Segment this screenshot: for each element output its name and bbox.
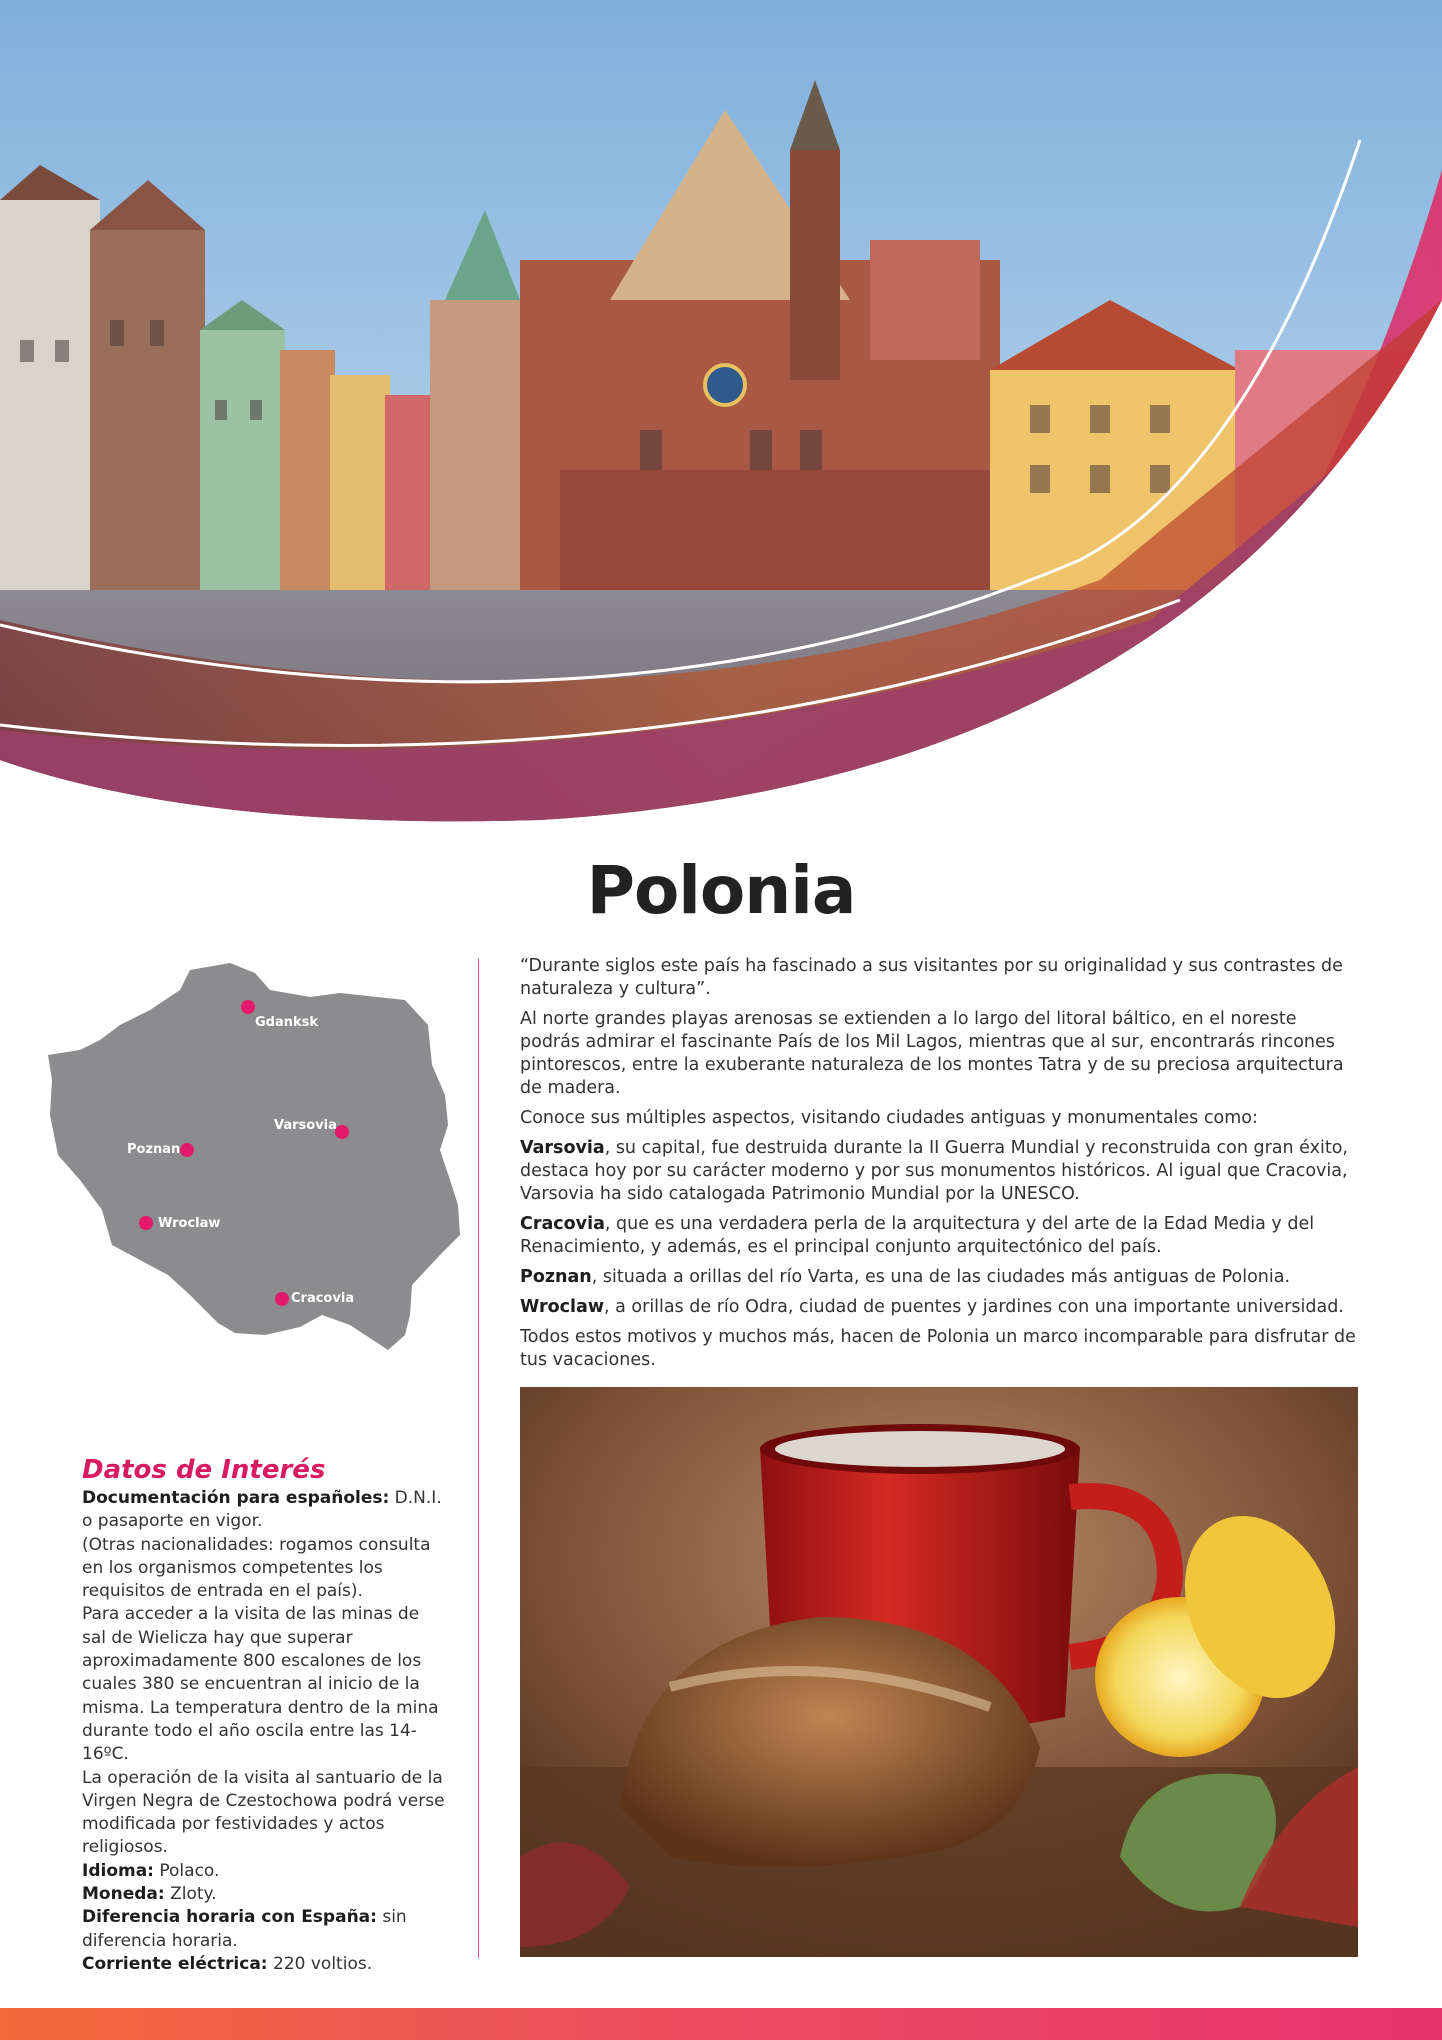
diferencia-horaria [82, 1906, 447, 1953]
city-varsovia: Varsovia [274, 1118, 337, 1133]
corriente-label: Corriente eléctrica: [82, 1953, 268, 1974]
datos-de-interes [82, 1455, 447, 1976]
hero-photo [0, 0, 1442, 830]
corriente-electrica [82, 1953, 447, 1976]
idioma [82, 1860, 447, 1883]
horario-label: Diferencia horaria con España: [82, 1907, 377, 1928]
wroclaw-dot [139, 1216, 153, 1230]
varsovia-paragraph [520, 1137, 1360, 1206]
santuario-czestochowa: La operación de la visita al santuario de la Virgen Negra de Czestochowa podrá verse modificada por festividades y actos religiosos. [82, 1767, 445, 1858]
city-gdansk: Gdanksk [255, 1015, 319, 1030]
documentacion-label: Documentación para españoles: [82, 1488, 390, 1508]
varsovia-dot [335, 1125, 349, 1139]
coffee-croissant-photo [520, 1387, 1358, 1957]
closing-paragraph: Todos estos motivos y muchos más, hacen de Polonia un marco incomparable para disfrutar de tus vacaciones. [520, 1327, 1356, 1370]
varsovia-name: Varsovia [520, 1138, 605, 1158]
poznan-paragraph [520, 1266, 1360, 1289]
cracovia-dot [275, 1292, 289, 1306]
intro-quote: “Durante siglos este país ha fascinado a sus visitantes por su originalidad y sus contrastes de naturaleza y cultura”. [520, 956, 1343, 999]
poznan-name: Poznan [520, 1267, 592, 1287]
vertical-divider [478, 958, 479, 1958]
moneda-value: Zloty. [164, 1884, 217, 1905]
city-cracovia: Cracovia [291, 1291, 355, 1306]
wroclaw-name: Wroclaw [520, 1297, 604, 1317]
poznan-dot [180, 1143, 194, 1157]
horario-value: sin diferencia horaria. [82, 1907, 407, 1951]
minas-wielicza: Para acceder a la visita de las minas de sal de Wielicza hay que superar aproximadamente 800 escalones de los cuales 380 se encuentran al inicio de la misma. La temperatura dentro de la mina durante todo el año oscila entre las 14-16ºC. [82, 1604, 439, 1765]
wroclaw-paragraph [520, 1296, 1360, 1319]
corriente-value: 220 voltios. [267, 1953, 373, 1974]
poland-map [40, 955, 470, 1365]
cracovia-paragraph [520, 1213, 1360, 1259]
bottom-gradient-bar [0, 2008, 1442, 2040]
intro-text [520, 955, 1360, 1379]
page-title: Polonia [586, 852, 856, 929]
moneda-label: Moneda: [82, 1884, 165, 1905]
otras-nacionalidades: (Otras nacionalidades: rogamos consulta en los organismos competentes los requisitos de entrada en el país). [82, 1534, 431, 1602]
documentacion [82, 1487, 447, 1534]
poznan-text: , situada a orillas del río Varta, es una de las ciudades más antiguas de Polonia. [591, 1267, 1291, 1287]
city-poznan: Poznan [127, 1142, 181, 1157]
idioma-label: Idioma: [82, 1860, 154, 1881]
datos-heading: Datos de Interés [82, 1455, 326, 1485]
city-wroclaw: Wroclaw [158, 1216, 221, 1231]
moneda [82, 1883, 447, 1906]
wroclaw-text: , a orillas de río Odra, ciudad de puentes y jardines con una importante universidad. [604, 1297, 1344, 1317]
cracovia-text: , que es una verdadera perla de la arquitectura y del arte de la Edad Media y del Renacimiento, y además, es el principal conjunto arquitectónico del país. [520, 1214, 1315, 1257]
cracovia-name: Cracovia [520, 1214, 605, 1234]
varsovia-text: , su capital, fue destruida durante la II Guerra Mundial y reconstruida con gran éxito, destaca hoy por su carácter moderno y por sus monumentos históricos. Al igual que Cracovia, Varsovia ha sido catalogada Patrimonio Mundial por la UNESCO. [520, 1138, 1348, 1204]
intro-cities-lead: Conoce sus múltiples aspectos, visitando ciudades antiguas y monumentales como: [520, 1108, 1258, 1128]
gdansk-dot [241, 1000, 255, 1014]
documentacion-value: D.N.I. o pasaporte en vigor. [82, 1488, 442, 1532]
intro-geography: Al norte grandes playas arenosas se extienden a lo largo del litoral báltico, en el noreste podrás admirar el fascinante País de los Mil Lagos, mientras que al sur, encontrarás rincones pintorescos, entre la exuberante naturaleza de los montes Tatra y de su preciosa arquitectura de madera. [520, 1009, 1344, 1098]
idioma-value: Polaco. [153, 1860, 220, 1881]
